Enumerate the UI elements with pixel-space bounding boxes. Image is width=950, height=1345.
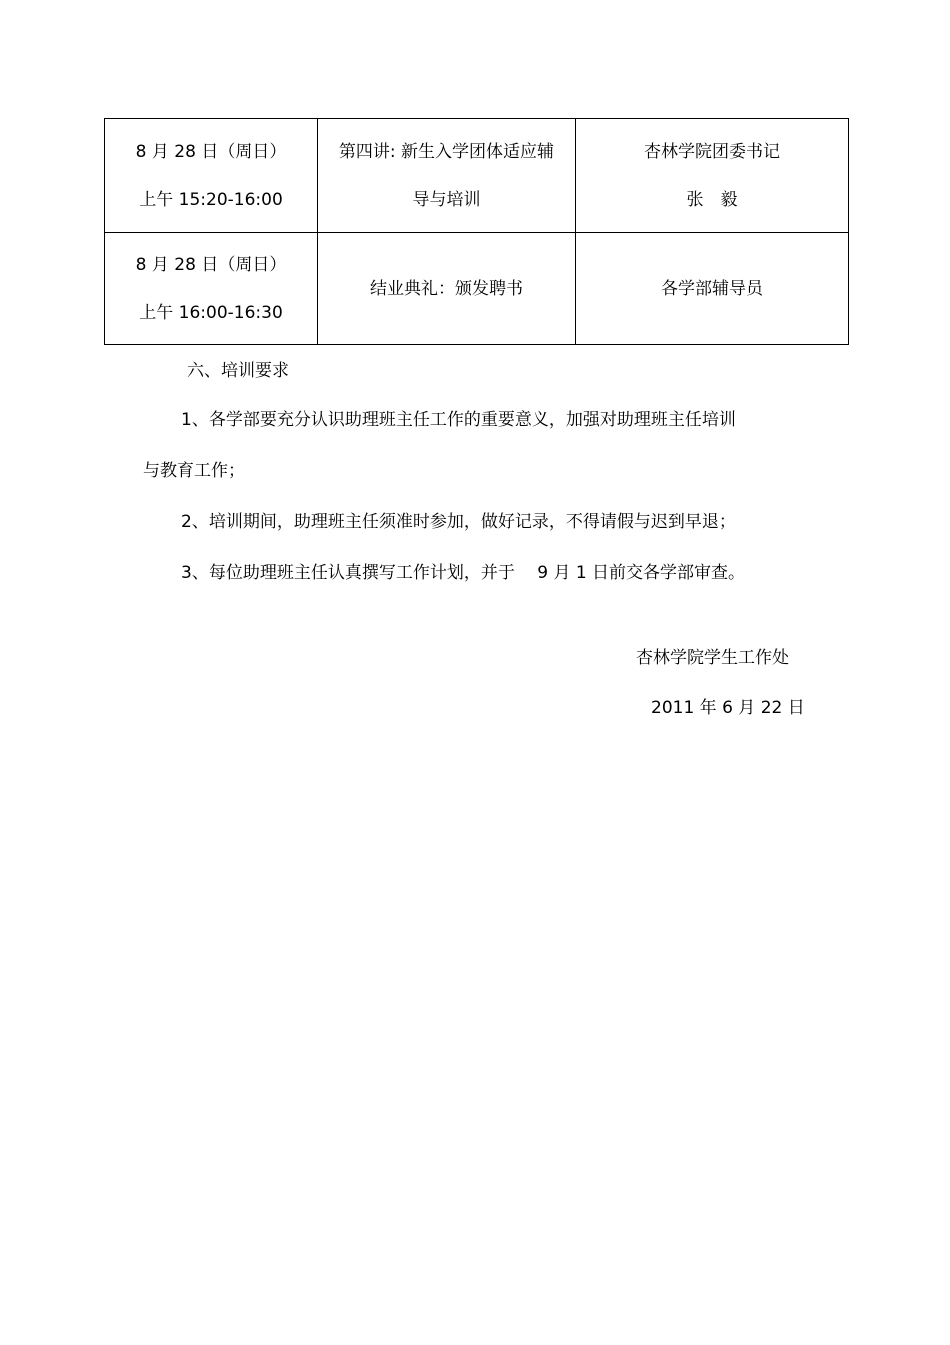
requirement-item-1-line1: 1、各学部要充分认识助理班主任工作的重要意义，加强对助理班主任培训 xyxy=(181,410,736,430)
table-row xyxy=(105,233,849,345)
speaker-cell xyxy=(576,233,849,345)
topic-text-line1: 第四讲: 新生入学团体适应辅 xyxy=(338,141,555,162)
topic-text-line2: 导与培训 xyxy=(412,189,481,210)
date-text: 8 月 28 日（周日） xyxy=(135,141,287,162)
time-text: 上午 16:00-16:30 xyxy=(139,302,283,323)
time-text: 上午 15:20-16:00 xyxy=(139,189,283,210)
speaker-cell xyxy=(576,119,849,233)
topic-cell xyxy=(318,119,576,233)
requirement-item-1-line2: 与教育工作； xyxy=(143,461,245,481)
schedule-table xyxy=(104,118,849,345)
date-text: 8 月 28 日（周日） xyxy=(135,254,287,275)
signature-date: 2011 年 6 月 22 日 xyxy=(651,698,805,718)
speaker-title: 各学部辅导员 xyxy=(661,278,763,299)
time-cell xyxy=(105,233,318,345)
requirement-item-3: 3、每位助理班主任认真撰写工作计划，并于 9 月 1 日前交各学部审查。 xyxy=(181,563,746,583)
requirement-item-2: 2、培训期间，助理班主任须准时参加，做好记录，不得请假与迟到早退； xyxy=(181,512,736,532)
time-cell xyxy=(105,119,318,233)
speaker-name: 张 毅 xyxy=(686,189,738,210)
topic-cell xyxy=(318,233,576,345)
table-row xyxy=(105,119,849,233)
requirements-heading: 六、培训要求 xyxy=(187,361,289,381)
signature-org: 杏林学院学生工作处 xyxy=(636,648,789,668)
speaker-title: 杏林学院团委书记 xyxy=(644,141,780,162)
topic-text: 结业典礼：颁发聘书 xyxy=(370,278,523,299)
